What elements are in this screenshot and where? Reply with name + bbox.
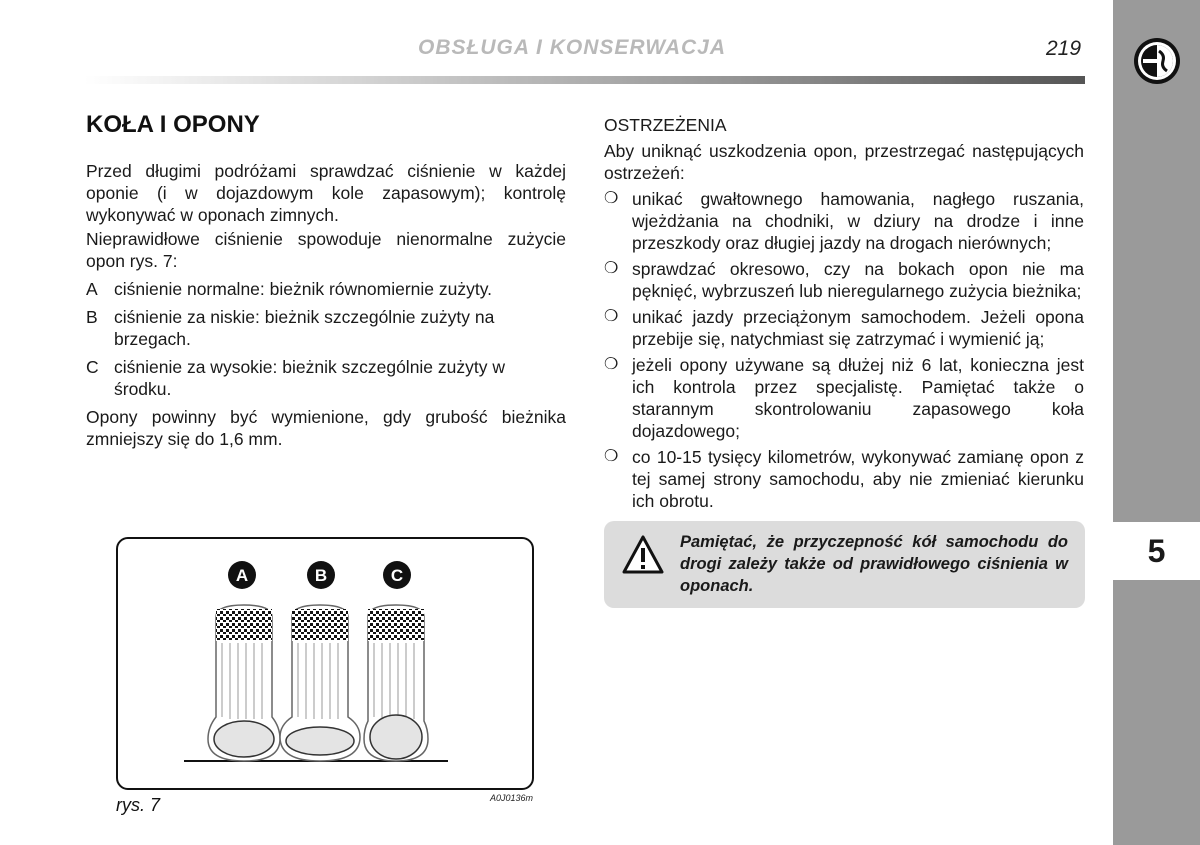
pressure-paragraph: Nieprawidłowe ciśnienie spowoduje nienormalne zużycie opon rys. 7: [86, 229, 566, 271]
warning-text: Pamiętać, że przyczepność kół samochodu do drogi zależy także od prawidłowego ciśnienia w oponach. [680, 533, 1068, 595]
warnings-heading: OSTRZEŻENIA [604, 115, 727, 135]
wear-list [86, 278, 566, 400]
left-column [86, 160, 566, 452]
figure-caption: rys. 7 [116, 795, 161, 815]
tire-a [208, 605, 280, 761]
section-title: KOŁA I OPONY [86, 111, 260, 138]
bullet-text: sprawdzać okresowo, czy na bokach opon nie ma pęknięć, wybrzuszeń lub nieregularnego zużycia bieżnika; [632, 259, 1084, 301]
bullet-circle-icon: ❍ [604, 448, 619, 465]
bullet-text: unikać gwałtownego hamowania, nagłego ruszania, wjeżdżania na chodniki, w dziury na drodze i inne przeszkody oraz długiej jazdy na drogach nierównych; [632, 189, 1084, 253]
bullet-circle-icon: ❍ [604, 356, 619, 373]
list-item [604, 188, 1084, 254]
bullet-circle-icon: ❍ [604, 190, 619, 207]
list-item [86, 278, 566, 300]
tire-wear-illustration [118, 539, 532, 788]
list-letter: A [86, 279, 98, 299]
list-text: ciśnienie za wysokie: bieżnik szczególnie zużyty w środku. [114, 357, 505, 399]
svg-text:B: B [314, 566, 328, 585]
chapter-side-tab [1113, 0, 1200, 845]
figure-code: A0J0136m [490, 793, 534, 803]
list-item [86, 306, 566, 350]
bullet-circle-icon: ❍ [604, 308, 619, 325]
right-column [604, 114, 1084, 516]
bullet-text: unikać jazdy przeciążonym samochodem. Jeżeli opona przebije się, natychmiast się zatrzymać i wymienić ją; [632, 307, 1084, 349]
replacement-paragraph: Opony powinny być wymienione, gdy grubość bieżnika zmniejszy się do 1,6 mm. [86, 407, 566, 449]
label-c [383, 561, 411, 589]
warning-triangle-icon [622, 535, 664, 575]
tire-b [280, 605, 360, 761]
running-header-title: OBSŁUGA I KONSERWACJA [418, 36, 727, 59]
svg-text:C: C [390, 566, 404, 585]
warnings-intro: Aby uniknąć uszkodzenia opon, przestrzegać następujących ostrzeżeń: [604, 141, 1084, 183]
list-letter: C [86, 357, 99, 377]
warnings-list [604, 188, 1084, 512]
list-item [604, 354, 1084, 442]
list-letter: B [86, 307, 98, 327]
warning-box [604, 521, 1085, 608]
list-text: ciśnienie normalne: bieżnik równomiernie zużyty. [114, 279, 493, 299]
tire-c [364, 605, 428, 761]
label-b [307, 561, 335, 589]
list-item [604, 306, 1084, 350]
brand-logo-icon [1133, 37, 1181, 85]
svg-text:A: A [235, 566, 249, 585]
intro-paragraph: Przed długimi podróżami sprawdzać ciśnienie w każdej oponie (i w dojazdowym kole zapasowym); kontrolę wykonywać w oponach zimnych. [86, 161, 566, 225]
header-rule [84, 76, 1085, 84]
label-a [228, 561, 256, 589]
chapter-number: 5 [1147, 532, 1166, 569]
figure-frame [116, 537, 534, 790]
bullet-circle-icon: ❍ [604, 260, 619, 277]
list-item [604, 258, 1084, 302]
bullet-text: jeżeli opony używane są dłużej niż 6 lat, konieczna jest ich kontrola przez specjalistę. Pamiętać także o starannym skontrolowaniu zapasowego koła dojazdowego; [632, 355, 1084, 441]
list-item [604, 446, 1084, 512]
list-text: ciśnienie za niskie: bieżnik szczególnie zużyty na brzegach. [114, 307, 495, 349]
page-number: 219 [1046, 37, 1082, 60]
list-item [86, 356, 566, 400]
bullet-text: co 10-15 tysięcy kilometrów, wykonywać zamianę opon z tej samej strony samochodu, aby nie zmieniać kierunku ich obrotu. [632, 447, 1084, 511]
chapter-box [1113, 522, 1200, 580]
